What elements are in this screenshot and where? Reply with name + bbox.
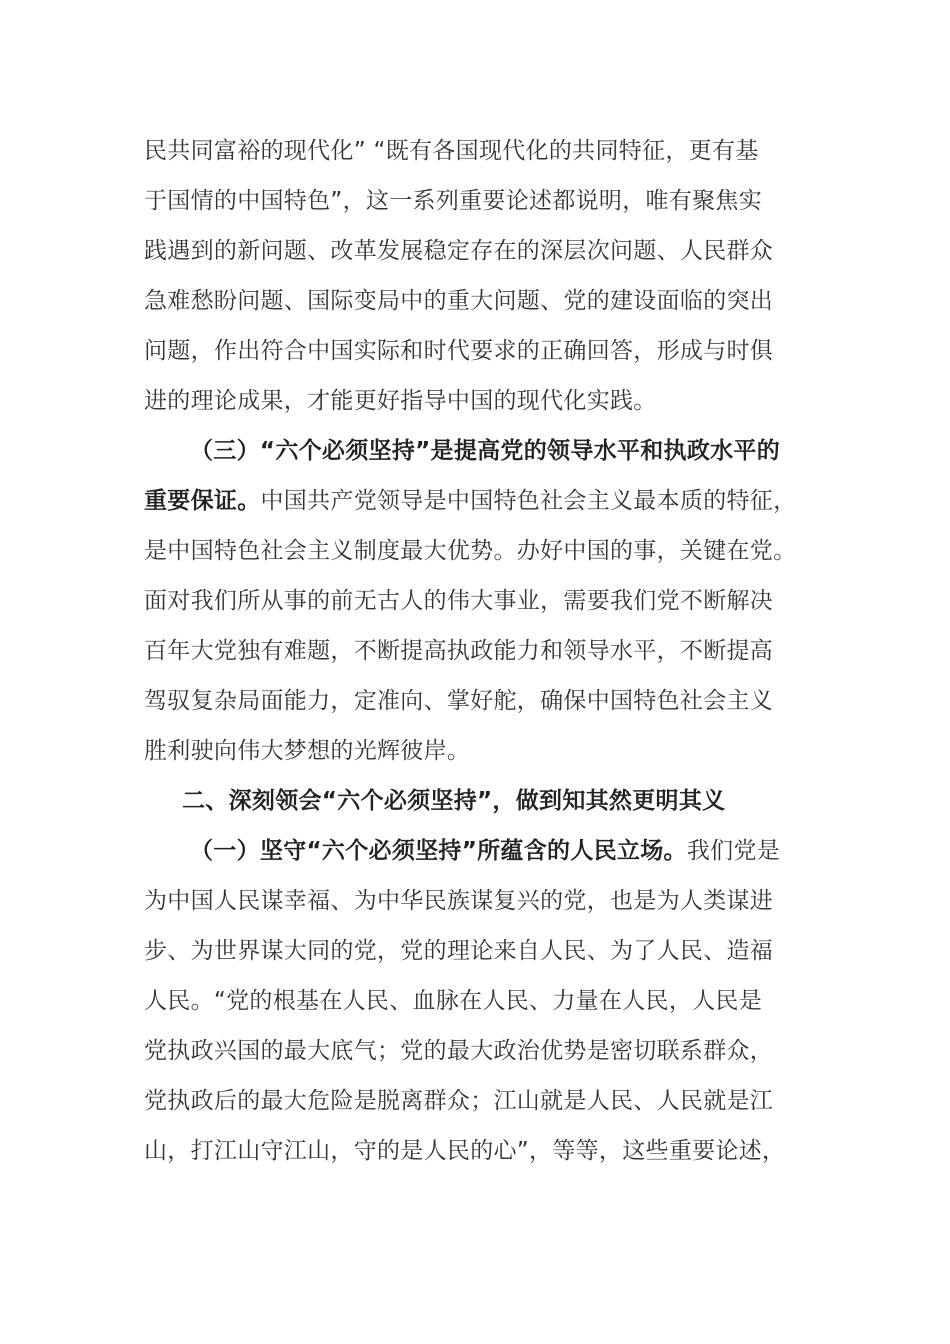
paragraph-line: 百年大党独有难题，不断提高执政能力和领导水平，不断提高	[144, 638, 774, 664]
paragraph-line: 为中国人民谋幸福、为中华民族谋复兴的党，也是为人类谋进	[144, 888, 774, 914]
section-heading-two: 二、深刻领会“六个必须坚持”，做到知其然更明其义	[182, 788, 726, 814]
paragraph-line: 党执政兴国的最大底气；党的最大政治优势是密切联系群众，	[144, 1038, 774, 1064]
paragraph-line: 步、为世界谋大同的党，党的理论来自人民、为了人民、造福	[144, 938, 774, 964]
paragraph-line: 面对我们所从事的前无古人的伟大事业，需要我们党不断解决	[144, 588, 774, 614]
paragraph-line: 进的理论成果，才能更好指导中国的现代化实践。	[144, 388, 657, 414]
paragraph-line: 问题，作出符合中国实际和时代要求的正确回答，形成与时俱	[144, 338, 774, 364]
document-body	[144, 126, 810, 1176]
paragraph-line	[144, 476, 810, 526]
paragraph-line: 胜利驶向伟大梦想的光辉彼岸。	[144, 738, 471, 764]
paragraph-line: 人民。“党的根基在人民、血脉在人民、力量在人民，人民是	[144, 988, 763, 1014]
subsection-heading-one: （一）坚守“六个必须坚持”所蕴含的人民立场。	[190, 838, 687, 864]
subsection-heading-three-end: 重要保证。	[144, 488, 261, 514]
paragraph-line: 于国情的中国特色”，这一系列重要论述都说明，唯有聚焦实	[144, 188, 763, 214]
paragraph-line: 驾驭复杂局面能力，定准向、掌好舵，确保中国特色社会主义	[144, 688, 774, 714]
paragraph-line: 践遇到的新问题、改革发展稳定存在的深层次问题、人民群众	[144, 238, 774, 264]
subsection-heading-three: （三）“六个必须坚持”是提高党的领导水平和执政水平的	[190, 438, 781, 464]
paragraph-text: 中国共产党领导是中国特色社会主义最本质的特征，	[260, 488, 797, 514]
paragraph-line: 山，打江山守江山，守的是人民的心”，等等，这些重要论述，	[144, 1138, 786, 1164]
paragraph-line: 是中国特色社会主义制度最大优势。办好中国的事，关键在党。	[144, 538, 797, 564]
paragraph-line	[144, 826, 810, 876]
paragraph-line: 民共同富裕的现代化” “既有各国现代化的共同特征，更有基	[144, 138, 759, 164]
paragraph-line: 党执政后的最大危险是脱离群众；江山就是人民、人民就是江	[144, 1088, 774, 1114]
paragraph-text: 我们党是	[686, 838, 781, 864]
paragraph-line: 急难愁盼问题、国际变局中的重大问题、党的建设面临的突出	[144, 288, 774, 314]
